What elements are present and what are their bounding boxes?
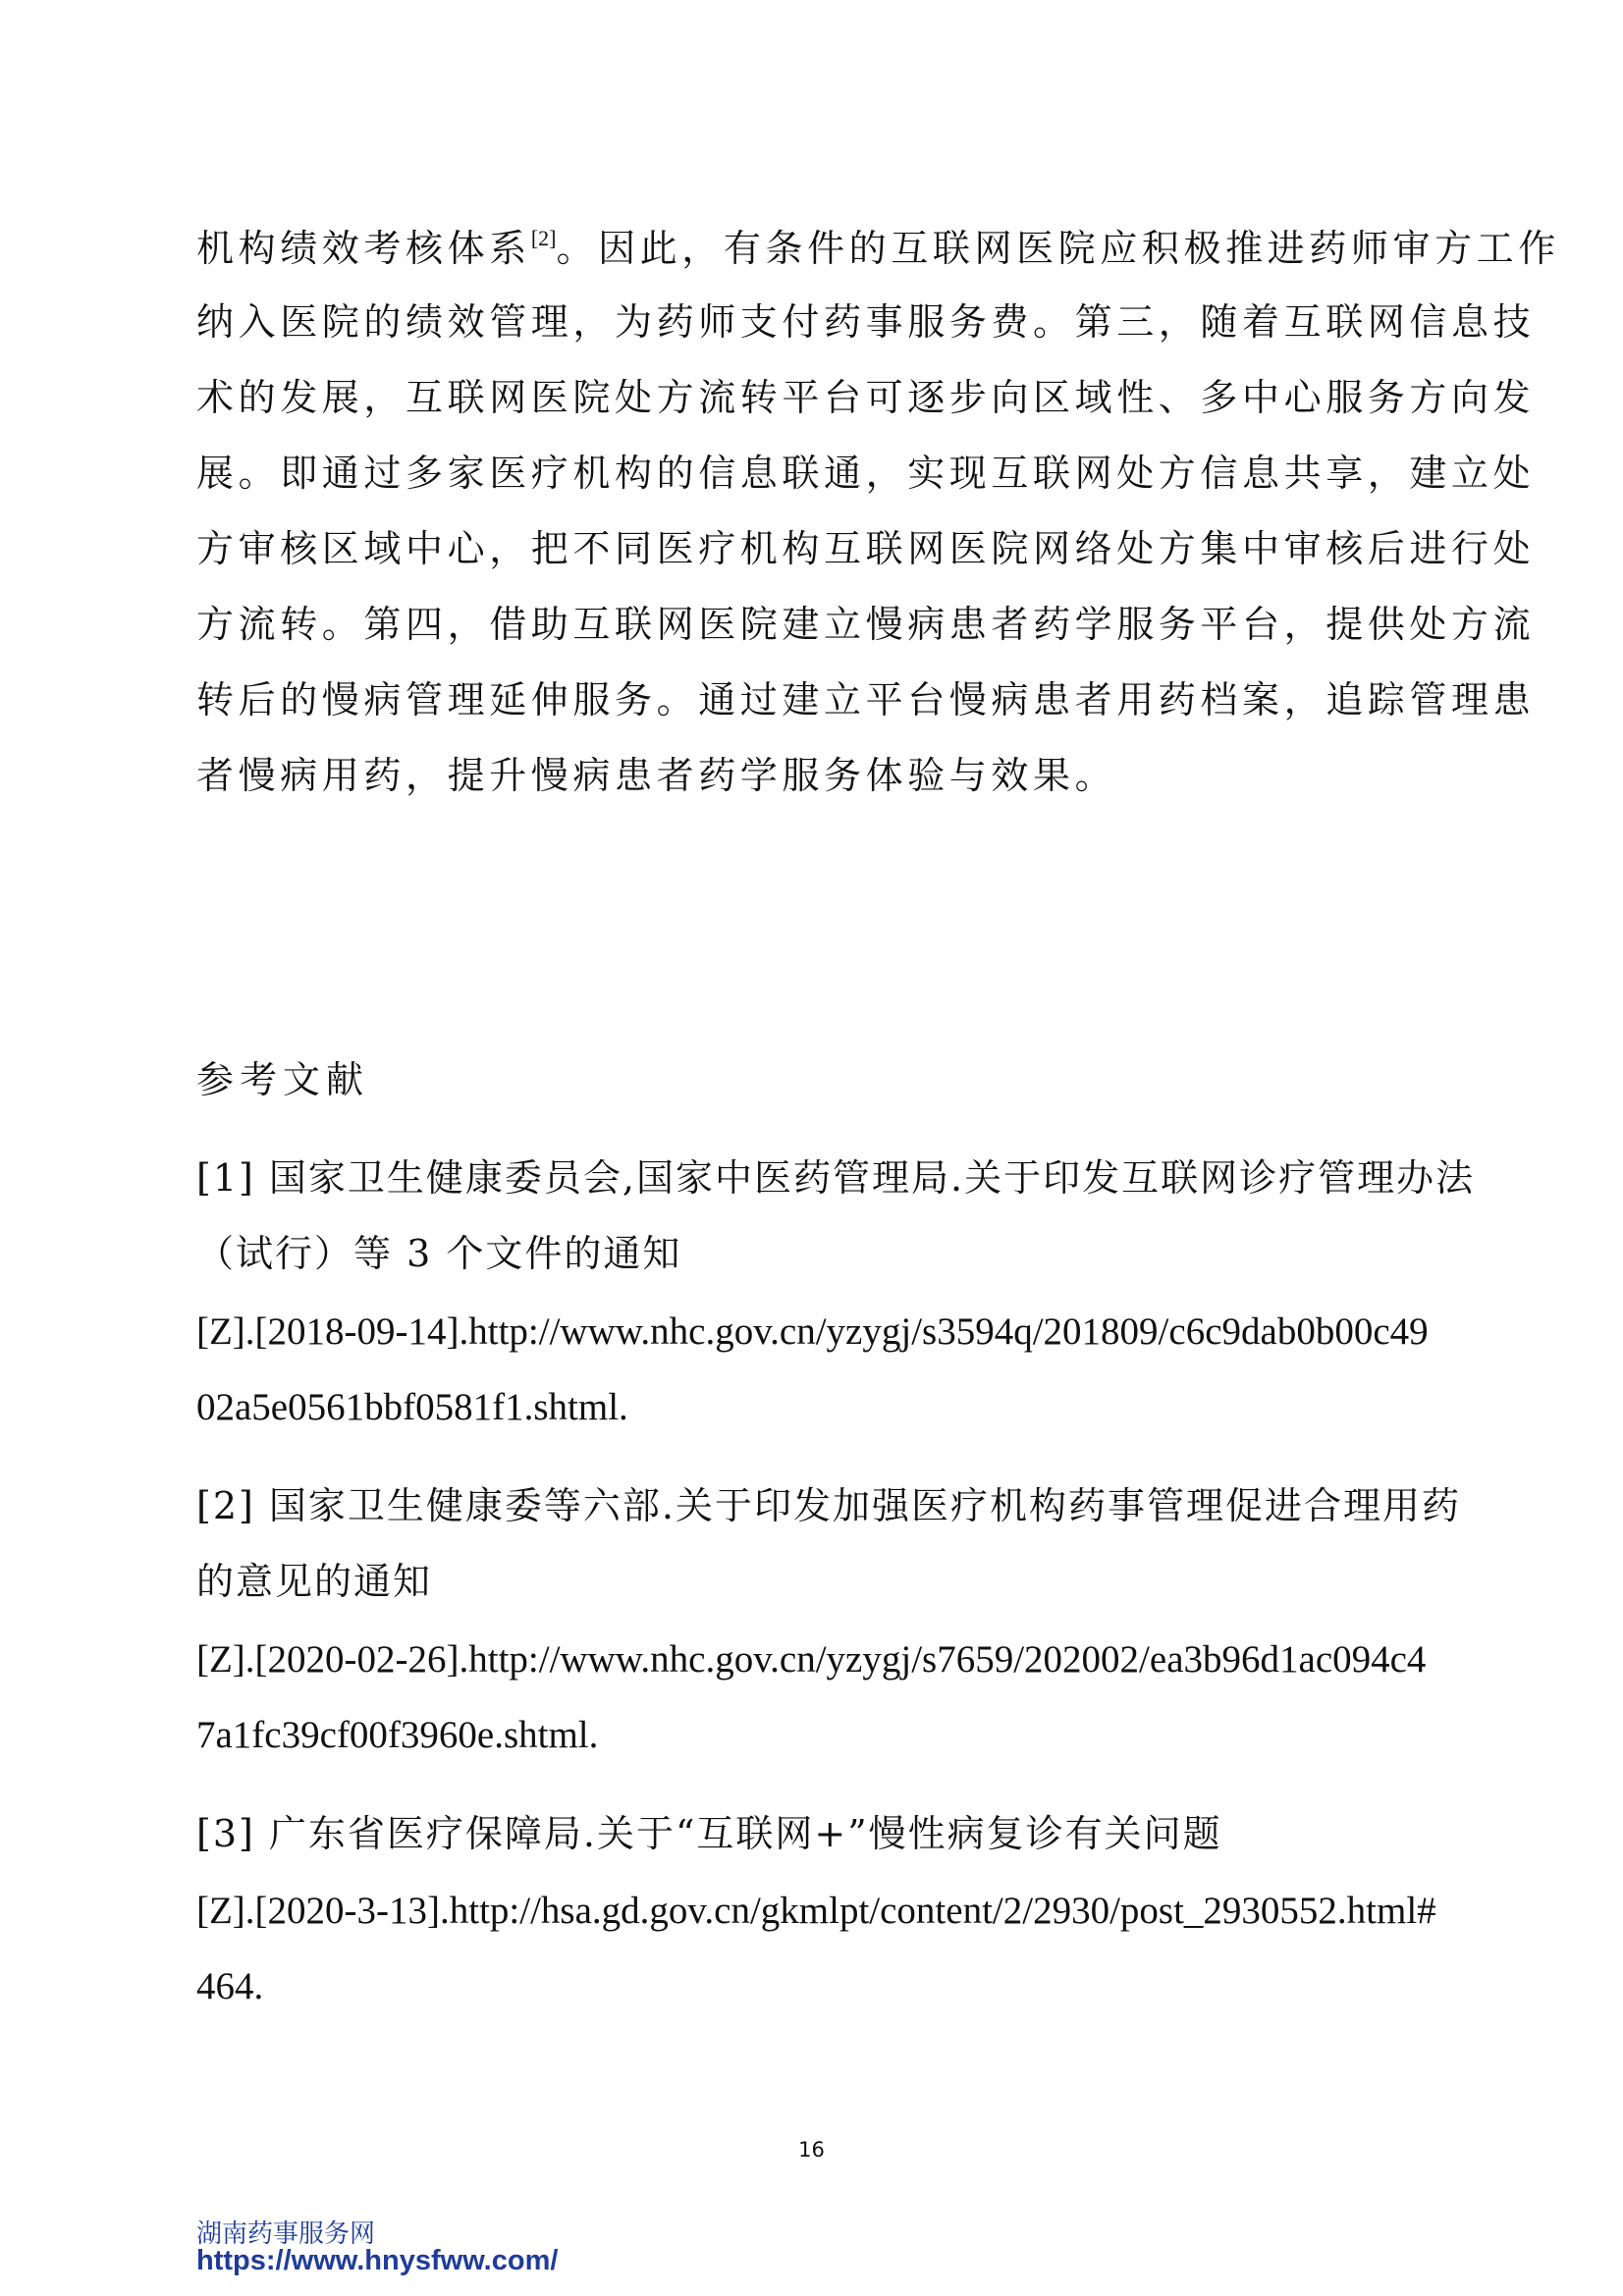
body-line-8: 者慢病用药，提升慢病患者药学服务体验与效果。 [196, 754, 1117, 797]
reference-1-line-1: [1] 国家卫生健康委员会,国家中医药管理局.关于印发互联网诊疗管理办法 [196, 1156, 1476, 1200]
reference-1-url-line-2[interactable]: 02a5e0561bbf0581f1.shtml. [196, 1386, 628, 1428]
references-heading: 参考文献 [196, 1058, 370, 1101]
body-line-4: 展。即通过多家医疗机构的信息联通，实现互联网处方信息共享，建立处 [196, 452, 1536, 495]
reference-2-url-line-2[interactable]: 7a1fc39cf00f3960e.shtml. [196, 1714, 599, 1756]
reference-2-url-line-1[interactable]: [Z].[2020-02-26].http://www.nhc.gov.cn/yzygj/s7659/202002/ea3b96d1ac094c4 [196, 1638, 1427, 1681]
reference-1-line-2: （试行）等 3 个文件的通知 [196, 1232, 682, 1275]
reference-3-url-line-2[interactable]: 464. [196, 1965, 264, 2007]
body-line-6: 方流转。第四，借助互联网医院建立慢病患者药学服务平台，提供处方流 [196, 603, 1536, 646]
body-line-1-text-cont: 。因此，有条件的互联网医院应积极推进药师审方工作 [556, 227, 1560, 270]
body-line-3: 术的发展，互联网医院处方流转平台可逐步向区域性、多中心服务方向发 [196, 376, 1536, 419]
reference-1-url-line-1[interactable]: [Z].[2018-09-14].http://www.nhc.gov.cn/yzygj/s3594q/201809/c6c9dab0b00c49 [196, 1310, 1429, 1353]
footer-site-url[interactable]: https://www.hnysfww.com/ [196, 2245, 559, 2276]
reference-2-line-2: 的意见的通知 [196, 1560, 433, 1603]
body-line-5: 方审核区域中心，把不同医疗机构互联网医院网络处方集中审核后进行处 [196, 527, 1536, 570]
reference-3-url-line-1[interactable]: [Z].[2020-3-13].http://hsa.gd.gov.cn/gkmlpt/content/2/2930/post_2930552.html# [196, 1890, 1436, 1932]
reference-3-line-1: [3] 广东省医疗保障局.关于“互联网+”慢性病复诊有关问题 [196, 1812, 1222, 1855]
body-line-1 [196, 226, 1560, 270]
citation-superscript[interactable]: [2] [530, 226, 557, 250]
page-number: 16 [798, 2138, 825, 2162]
footer-site-name[interactable]: 湖南药事服务网 [196, 2219, 376, 2249]
reference-2-line-1: [2] 国家卫生健康委等六部.关于印发加强医疗机构药事管理促进合理用药 [196, 1484, 1461, 1527]
body-line-7: 转后的慢病管理延伸服务。通过建立平台慢病患者用药档案，追踪管理患 [196, 678, 1536, 721]
body-line-2: 纳入医院的绩效管理，为药师支付药事服务费。第三，随着互联网信息技 [196, 300, 1536, 344]
body-line-1-text: 机构绩效考核体系 [196, 227, 531, 270]
